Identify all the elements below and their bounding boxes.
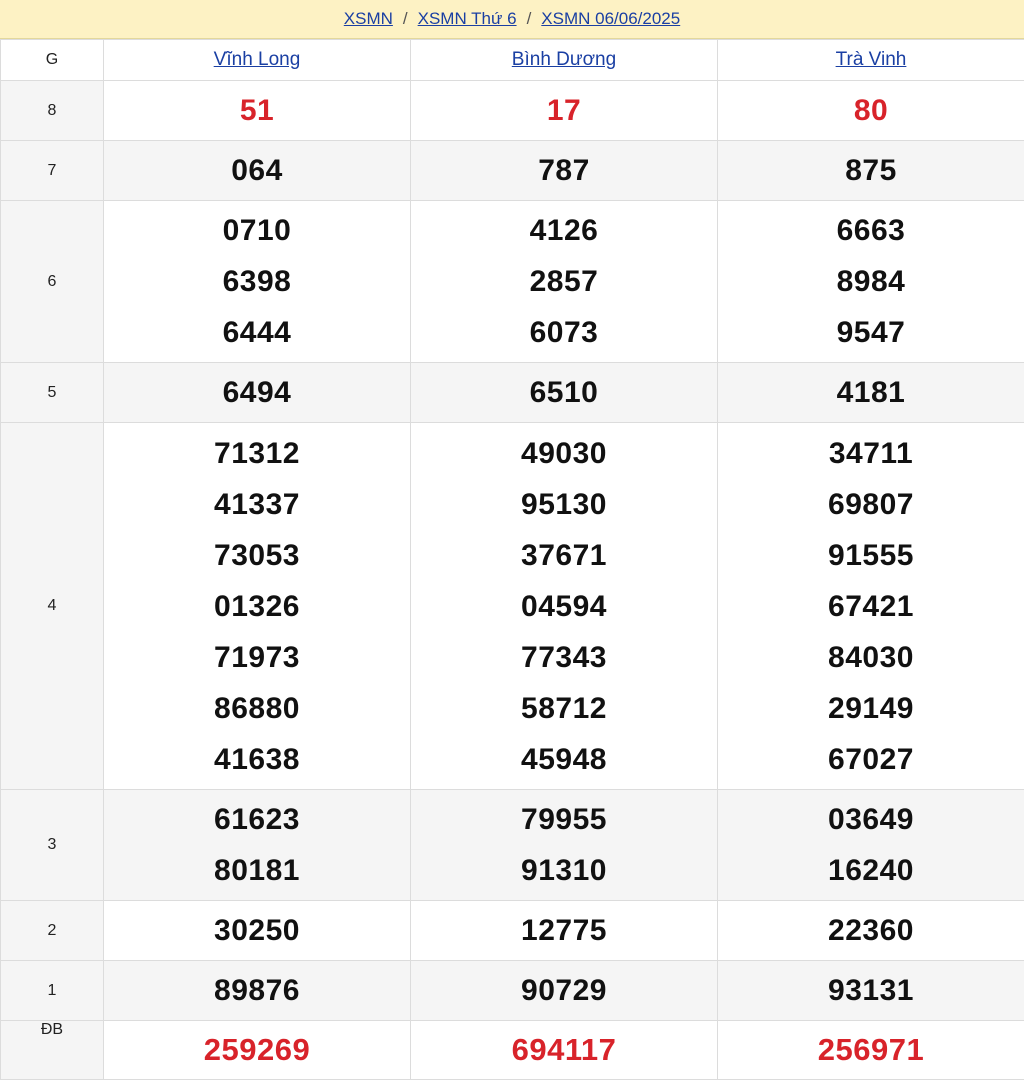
prize-row xyxy=(1,423,1024,790)
prize-number: 12775 xyxy=(411,905,717,956)
prize-number: 694117 xyxy=(411,1021,717,1079)
prize-cell xyxy=(718,1021,1024,1080)
prize-cell xyxy=(718,423,1024,790)
prize-label: 3 xyxy=(1,790,104,901)
prize-label: 4 xyxy=(1,423,104,790)
prize-cell xyxy=(718,901,1024,961)
breadcrumb-separator: / xyxy=(527,9,532,29)
prize-number: 86880 xyxy=(104,683,410,734)
prize-number: 03649 xyxy=(718,794,1024,845)
prize-number: 4126 xyxy=(411,205,717,256)
breadcrumb xyxy=(0,0,1024,39)
prize-number: 77343 xyxy=(411,632,717,683)
prize-number: 41638 xyxy=(104,734,410,785)
prize-number: 58712 xyxy=(411,683,717,734)
prize-label: 8 xyxy=(1,81,104,141)
prize-cell xyxy=(411,901,718,961)
prize-number: 6444 xyxy=(104,307,410,358)
prize-number: 95130 xyxy=(411,479,717,530)
prize-cell xyxy=(104,790,411,901)
prize-number: 67027 xyxy=(718,734,1024,785)
prize-number: 71312 xyxy=(104,428,410,479)
province-link-vinh-long[interactable]: Vĩnh Long xyxy=(214,49,301,70)
prize-number: 69807 xyxy=(718,479,1024,530)
prize-label: 7 xyxy=(1,141,104,201)
prize-row xyxy=(1,901,1024,961)
prize-cell xyxy=(411,141,718,201)
prize-label: 6 xyxy=(1,201,104,363)
prize-label: 5 xyxy=(1,363,104,423)
prize-number: 45948 xyxy=(411,734,717,785)
prize-row xyxy=(1,363,1024,423)
prize-cell xyxy=(411,790,718,901)
prize-number: 16240 xyxy=(718,845,1024,896)
prize-cell xyxy=(104,141,411,201)
prize-number: 04594 xyxy=(411,581,717,632)
prize-cell xyxy=(104,961,411,1021)
breadcrumb-link-xsmn[interactable]: XSMN xyxy=(344,9,393,29)
prize-number: 67421 xyxy=(718,581,1024,632)
prize-label: 1 xyxy=(1,961,104,1021)
prize-number: 91555 xyxy=(718,530,1024,581)
prize-cell xyxy=(104,423,411,790)
prize-number: 01326 xyxy=(104,581,410,632)
prize-number: 90729 xyxy=(411,965,717,1016)
province-link-binh-duong[interactable]: Bình Dương xyxy=(512,49,616,70)
prize-number: 37671 xyxy=(411,530,717,581)
prize-number: 91310 xyxy=(411,845,717,896)
prize-number: 875 xyxy=(718,145,1024,196)
results-body xyxy=(1,81,1024,1080)
prize-number: 49030 xyxy=(411,428,717,479)
prize-number: 2857 xyxy=(411,256,717,307)
prize-cell xyxy=(411,363,718,423)
province-header-binh-duong xyxy=(411,40,718,81)
prize-number: 0710 xyxy=(104,205,410,256)
prize-number: 61623 xyxy=(104,794,410,845)
prize-cell xyxy=(104,201,411,363)
prize-number: 22360 xyxy=(718,905,1024,956)
prize-cell xyxy=(718,81,1024,141)
prize-number: 71973 xyxy=(104,632,410,683)
prize-cell xyxy=(104,901,411,961)
prize-number: 256971 xyxy=(718,1021,1024,1079)
province-link-tra-vinh[interactable]: Trà Vinh xyxy=(836,49,907,70)
prize-number: 41337 xyxy=(104,479,410,530)
prize-label: ĐB xyxy=(1,1021,104,1080)
prize-row xyxy=(1,141,1024,201)
prize-label: 2 xyxy=(1,901,104,961)
prize-number: 9547 xyxy=(718,307,1024,358)
prize-number: 6398 xyxy=(104,256,410,307)
prize-cell xyxy=(718,141,1024,201)
prize-row xyxy=(1,790,1024,901)
prize-number: 30250 xyxy=(104,905,410,956)
prize-number: 89876 xyxy=(104,965,410,1016)
prize-number: 84030 xyxy=(718,632,1024,683)
breadcrumb-separator: / xyxy=(403,9,408,29)
prize-cell xyxy=(104,1021,411,1080)
prize-number: 064 xyxy=(104,145,410,196)
prize-number: 6663 xyxy=(718,205,1024,256)
prize-cell xyxy=(104,363,411,423)
prize-number: 6073 xyxy=(411,307,717,358)
prize-number: 6510 xyxy=(411,367,717,418)
prize-cell xyxy=(718,790,1024,901)
prize-cell xyxy=(411,961,718,1021)
prize-number: 51 xyxy=(104,85,410,136)
prize-number: 8984 xyxy=(718,256,1024,307)
prize-cell xyxy=(718,961,1024,1021)
prize-number: 80 xyxy=(718,85,1024,136)
prize-number: 93131 xyxy=(718,965,1024,1016)
prize-number: 29149 xyxy=(718,683,1024,734)
prize-row xyxy=(1,961,1024,1021)
province-header-tra-vinh xyxy=(718,40,1024,81)
province-header-vinh-long xyxy=(104,40,411,81)
prize-number: 4181 xyxy=(718,367,1024,418)
prize-number: 79955 xyxy=(411,794,717,845)
prize-cell xyxy=(104,81,411,141)
table-header-row xyxy=(1,40,1024,81)
lottery-results-table xyxy=(0,39,1024,1080)
prize-number: 259269 xyxy=(104,1021,410,1079)
prize-row xyxy=(1,81,1024,141)
prize-cell xyxy=(718,363,1024,423)
prize-cell xyxy=(411,423,718,790)
prize-number: 34711 xyxy=(718,428,1024,479)
breadcrumb-link-xsmn-date[interactable]: XSMN 06/06/2025 xyxy=(541,9,680,29)
prize-row xyxy=(1,1021,1024,1080)
prize-number: 80181 xyxy=(104,845,410,896)
prize-column-header: G xyxy=(1,40,104,81)
prize-cell xyxy=(411,81,718,141)
prize-cell xyxy=(718,201,1024,363)
prize-cell xyxy=(411,201,718,363)
prize-row xyxy=(1,201,1024,363)
prize-number: 73053 xyxy=(104,530,410,581)
prize-number: 787 xyxy=(411,145,717,196)
breadcrumb-link-xsmn-thu-6[interactable]: XSMN Thứ 6 xyxy=(418,9,517,29)
prize-cell xyxy=(411,1021,718,1080)
prize-number: 17 xyxy=(411,85,717,136)
prize-number: 6494 xyxy=(104,367,410,418)
